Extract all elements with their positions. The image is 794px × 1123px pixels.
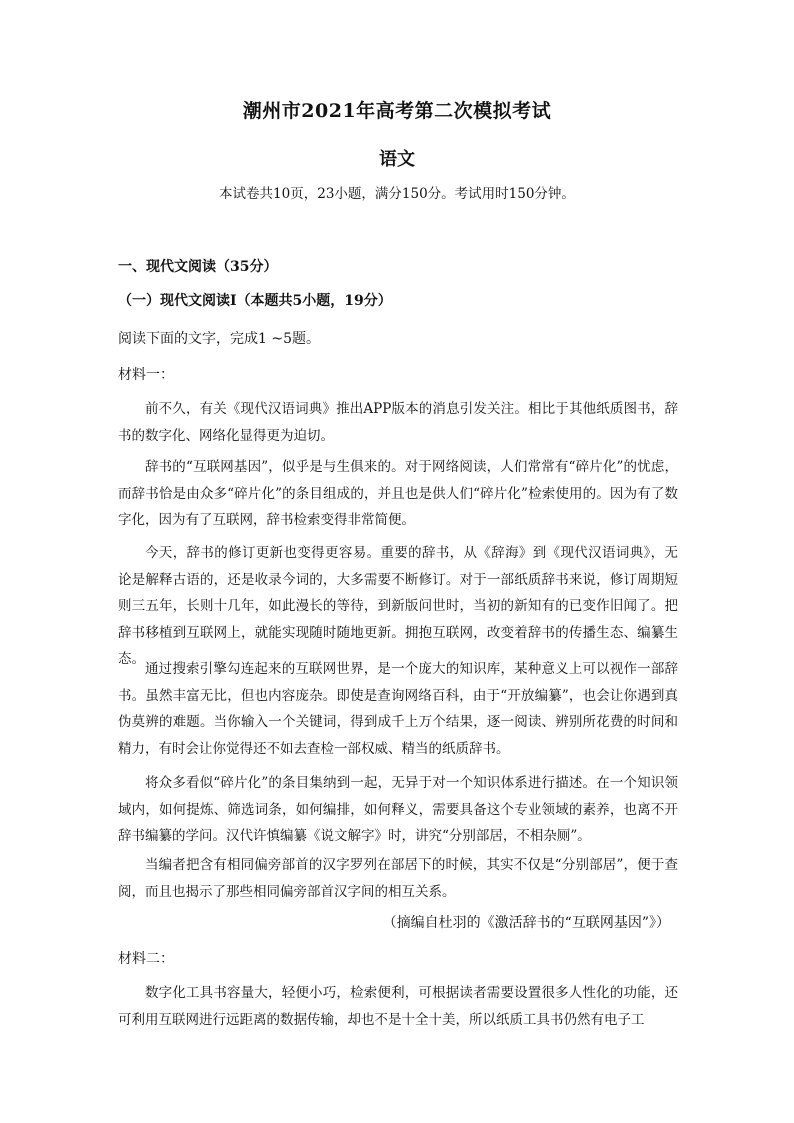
material-two-label: 材料二： [118,951,174,967]
material-one-paragraph: 辞书的“互联网基因”，似乎是与生俱来的。对于网络阅读，人们常常有“碎片化”的忧虑，而辞书恰是由众多“碎片化”的条目组成的，并且也是供人们“碎片化”检索使用的。因为有了数字化，因为有了互联网，辞书检索变得非常简便。 [118,459,678,528]
subsection-heading: （一）现代文阅读Ⅰ（本题共5小题，19分） [118,293,392,309]
exam-info: 本试卷共10页，23小题，满分150分。考试用时150分钟。 [219,186,575,202]
section-heading: 一、现代文阅读（35分） [118,259,278,275]
material-one-paragraph: 前不久，有关《现代汉语词典》推出APP版本的消息引发关注。相比于其他纸质图书，辞书的数字化、网络化显得更为迫切。 [118,401,678,444]
material-one-paragraph: 通过搜索引擎勾连起来的互联网世界，是一个庞大的知识库，某种意义上可以视作一部辞书。虽然丰富无比，但也内容庞杂。即使是查询网络百科，由于“开放编纂”，也会让你遇到真伪莫辨的难题。当你输入一个关键词，得到成千上万个结果，逐一阅读、辨别所花费的时间和精力，有时会让你觉得还不如去查检一部权威、精当的纸质辞书。 [118,661,678,757]
subject-title: 语文 [379,149,415,170]
material-two-paragraph: 数字化工具书容量大，轻便小巧，检索便利，可根据读者需要设置很多人性化的功能，还可利用互联网进行远距离的数据传输，却也不是十全十美，所以纸质工具书仍然有电子工 [118,985,678,1028]
reading-instruction: 阅读下面的文字，完成1 ~5题。 [118,331,320,347]
material-one-paragraph: 今天，辞书的修订更新也变得更容易。重要的辞书，从《辞海》到《现代汉语词典》，无论是解释古语的，还是收录今词的，大多需要不断修订。对于一部纸质辞书来说，修订周期短则三五年，长则十几年，如此漫长的等待，到新版问世时，当初的新知有的已变作旧闻了。把辞书移植到互联网上，就能实现随时随地更新。拥抱互联网，改变着辞书的传播生态、编纂生态。 [118,545,678,667]
material-one-paragraph: 当编者把含有相同偏旁部首的汉字罗列在部居下的时候，其实不仅是“分别部居”，便于查阅，而且也揭示了那些相同偏旁部首汉字间的相互关系。 [118,857,678,900]
material-one-source: （摘编自杜羽的《激活辞书的“互联网基因”》） [382,915,670,931]
exam-title: 潮州市2021年高考第二次模拟考试 [242,100,552,122]
material-one-paragraph: 将众多看似“碎片化”的条目集纳到一起，无异于对一个知识体系进行描述。在一个知识领域内，如何提炼、筛选词条，如何编排，如何释义，需要具备这个专业领域的素养，也离不开辞书编纂的学问。汉代许慎编纂《说文解字》时，讲究“分别部居，不相杂厕”。 [118,775,678,844]
material-one-label: 材料一： [118,367,174,383]
